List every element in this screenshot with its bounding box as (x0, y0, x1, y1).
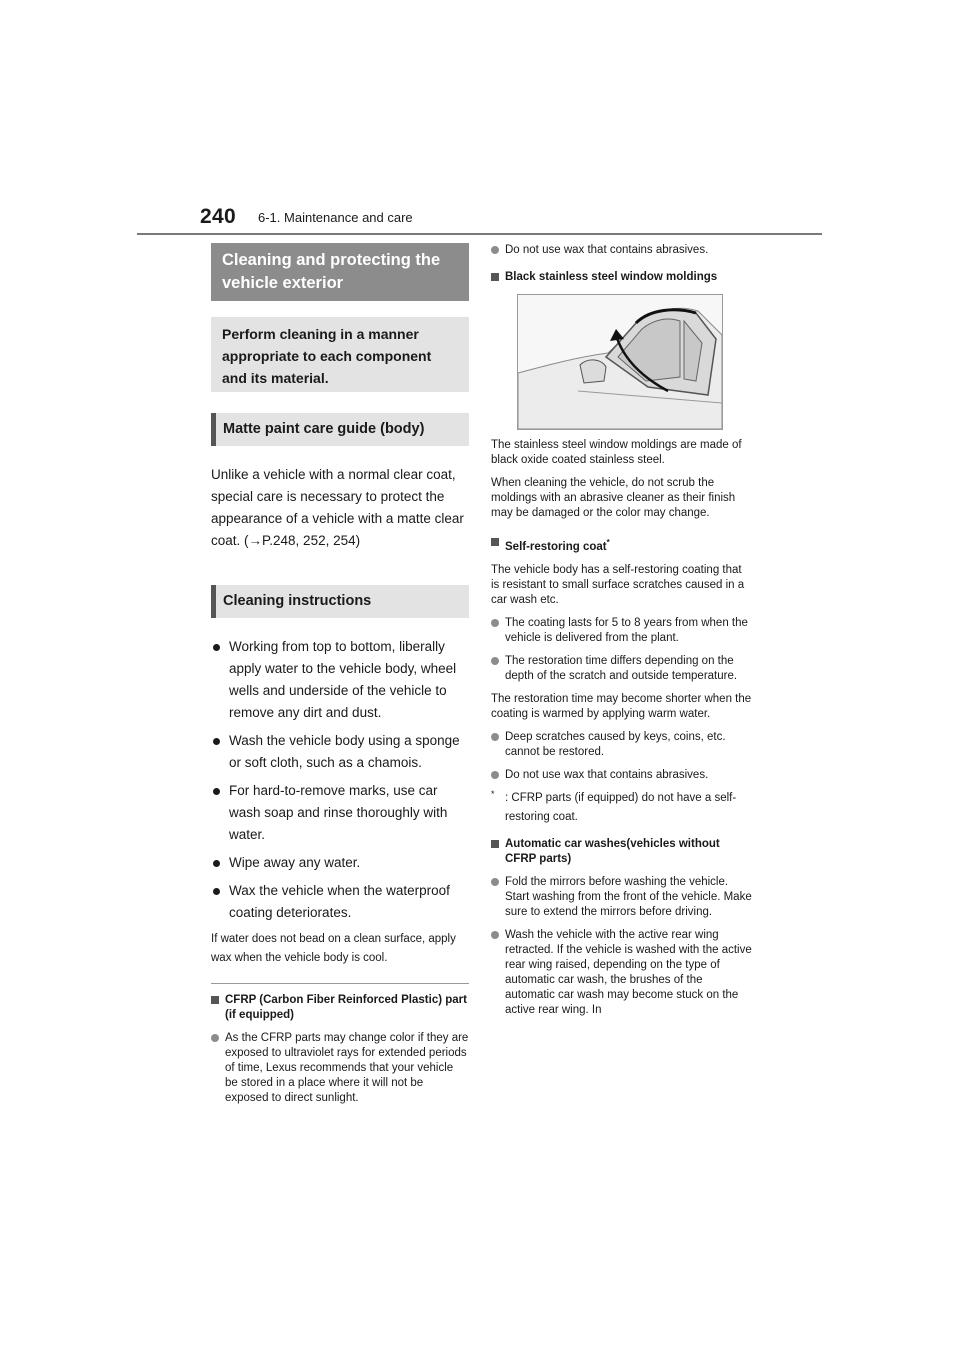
no-abrasive-item-2: Do not use wax that contains abrasives. (491, 768, 753, 783)
molding-text-1: The stainless steel window moldings are made of black oxide coated stainless steel. (491, 439, 742, 466)
fold-mirrors-item: Fold the mirrors before washing the vehicle. Start washing from the front of the vehicle. Make sure to extend the mirrors before driving. (491, 875, 753, 920)
molding-text-2: When cleaning the vehicle, do not scrub the moldings with an abrasive cleaner as their finish may be damaged or the color may change. (491, 477, 736, 519)
auto-wash-heading: Automatic car washes(vehicles without CFRP parts) (491, 837, 753, 867)
bullet-dot-icon (213, 860, 220, 867)
bullet-dot-icon (213, 888, 220, 895)
right-column (491, 243, 753, 1018)
bullet-dot-icon (213, 644, 220, 651)
left-column (211, 243, 469, 1106)
matte-paint-text: Unlike a vehicle with a normal clear coat, special care is necessary to protect the appearance of a vehicle with a matte clear coat. (→P.248, 252, 254) (211, 467, 464, 548)
square-bullet-icon (491, 273, 499, 281)
intro-box: Perform cleaning in a manner appropriate to each component and its material. (211, 317, 469, 392)
footnote-star: * (491, 788, 495, 799)
moldings-heading: Black stainless steel window moldings (491, 270, 753, 285)
footnote: * : CFRP parts (if equipped) do not have a self-restoring coat. (491, 789, 753, 827)
section-divider (211, 983, 469, 984)
circle-bullet-icon (491, 733, 499, 741)
circle-bullet-icon (491, 619, 499, 627)
car-window-molding-illustration (517, 294, 723, 430)
rear-wing-item: Wash the vehicle with the active rear wing retracted. If the vehicle is washed with the active rear wing raised, depending on the type of automatic car wash, the brushes of the automatic car wash may become stuck on the active rear wing. In (491, 928, 753, 1018)
cfrp-item: As the CFRP parts may change color if they are exposed to ultraviolet rays for extended periods of time, Lexus recommends that your vehicle be stored in a place where it will not be exposed to direct sunlight. (211, 1031, 469, 1106)
circle-bullet-icon (491, 931, 499, 939)
page-number: 240 (200, 205, 236, 228)
self-restoring-text: The vehicle body has a self-restoring coating that is resistant to small surface scratches caused in a car wash etc. (491, 563, 745, 606)
bullet-item: Wax the vehicle when the waterproof coating deteriorates. (211, 880, 469, 924)
restoration-shorter-text: The restoration time may become shorter when the coating is warmed by applying warm water. (491, 692, 752, 720)
header-rule (137, 233, 822, 235)
coating-lasts-item: The coating lasts for 5 to 8 years from when the vehicle is delivered from the plant. (491, 616, 753, 646)
bullet-item: For hard-to-remove marks, use car wash soap and rinse thoroughly with water. (211, 780, 469, 846)
bullet-item: Wash the vehicle body using a sponge or soft cloth, such as a chamois. (211, 730, 469, 774)
cleaning-instructions-heading: Cleaning instructions (211, 585, 469, 618)
self-restoring-heading: Self-restoring coat* (491, 535, 753, 555)
bullet-item: Working from top to bottom, liberally apply water to the vehicle body, wheel wells and underside of the vehicle to remove any dirt and dust. (211, 636, 469, 724)
circle-bullet-icon (211, 1034, 219, 1042)
deep-scratches-item: Deep scratches caused by keys, coins, etc. cannot be restored. (491, 730, 753, 760)
circle-bullet-icon (491, 246, 499, 254)
matte-paint-heading: Matte paint care guide (body) (211, 413, 469, 446)
circle-bullet-icon (491, 657, 499, 665)
square-bullet-icon (211, 996, 219, 1004)
circle-bullet-icon (491, 771, 499, 779)
footnote-marker: * (606, 538, 610, 547)
no-abrasive-item: Do not use wax that contains abrasives. (491, 243, 753, 258)
wax-note: If water does not bead on a clean surface, apply wax when the vehicle body is cool. (211, 933, 456, 964)
circle-bullet-icon (491, 878, 499, 886)
bullet-dot-icon (213, 788, 220, 795)
car-illustration-icon (518, 295, 722, 429)
square-bullet-icon (491, 840, 499, 848)
section-heading: Cleaning and protecting the vehicle exterior (211, 243, 469, 301)
section-title: 6-1. Maintenance and care (258, 210, 413, 225)
cfrp-heading: CFRP (Carbon Fiber Reinforced Plastic) part (if equipped) (211, 993, 469, 1023)
bullet-item: Wipe away any water. (211, 852, 469, 874)
cleaning-bullet-list (211, 636, 469, 924)
square-bullet-icon (491, 538, 499, 546)
restoration-differs-item: The restoration time differs depending on the depth of the scratch and outside temperature. (491, 654, 753, 684)
bullet-dot-icon (213, 738, 220, 745)
